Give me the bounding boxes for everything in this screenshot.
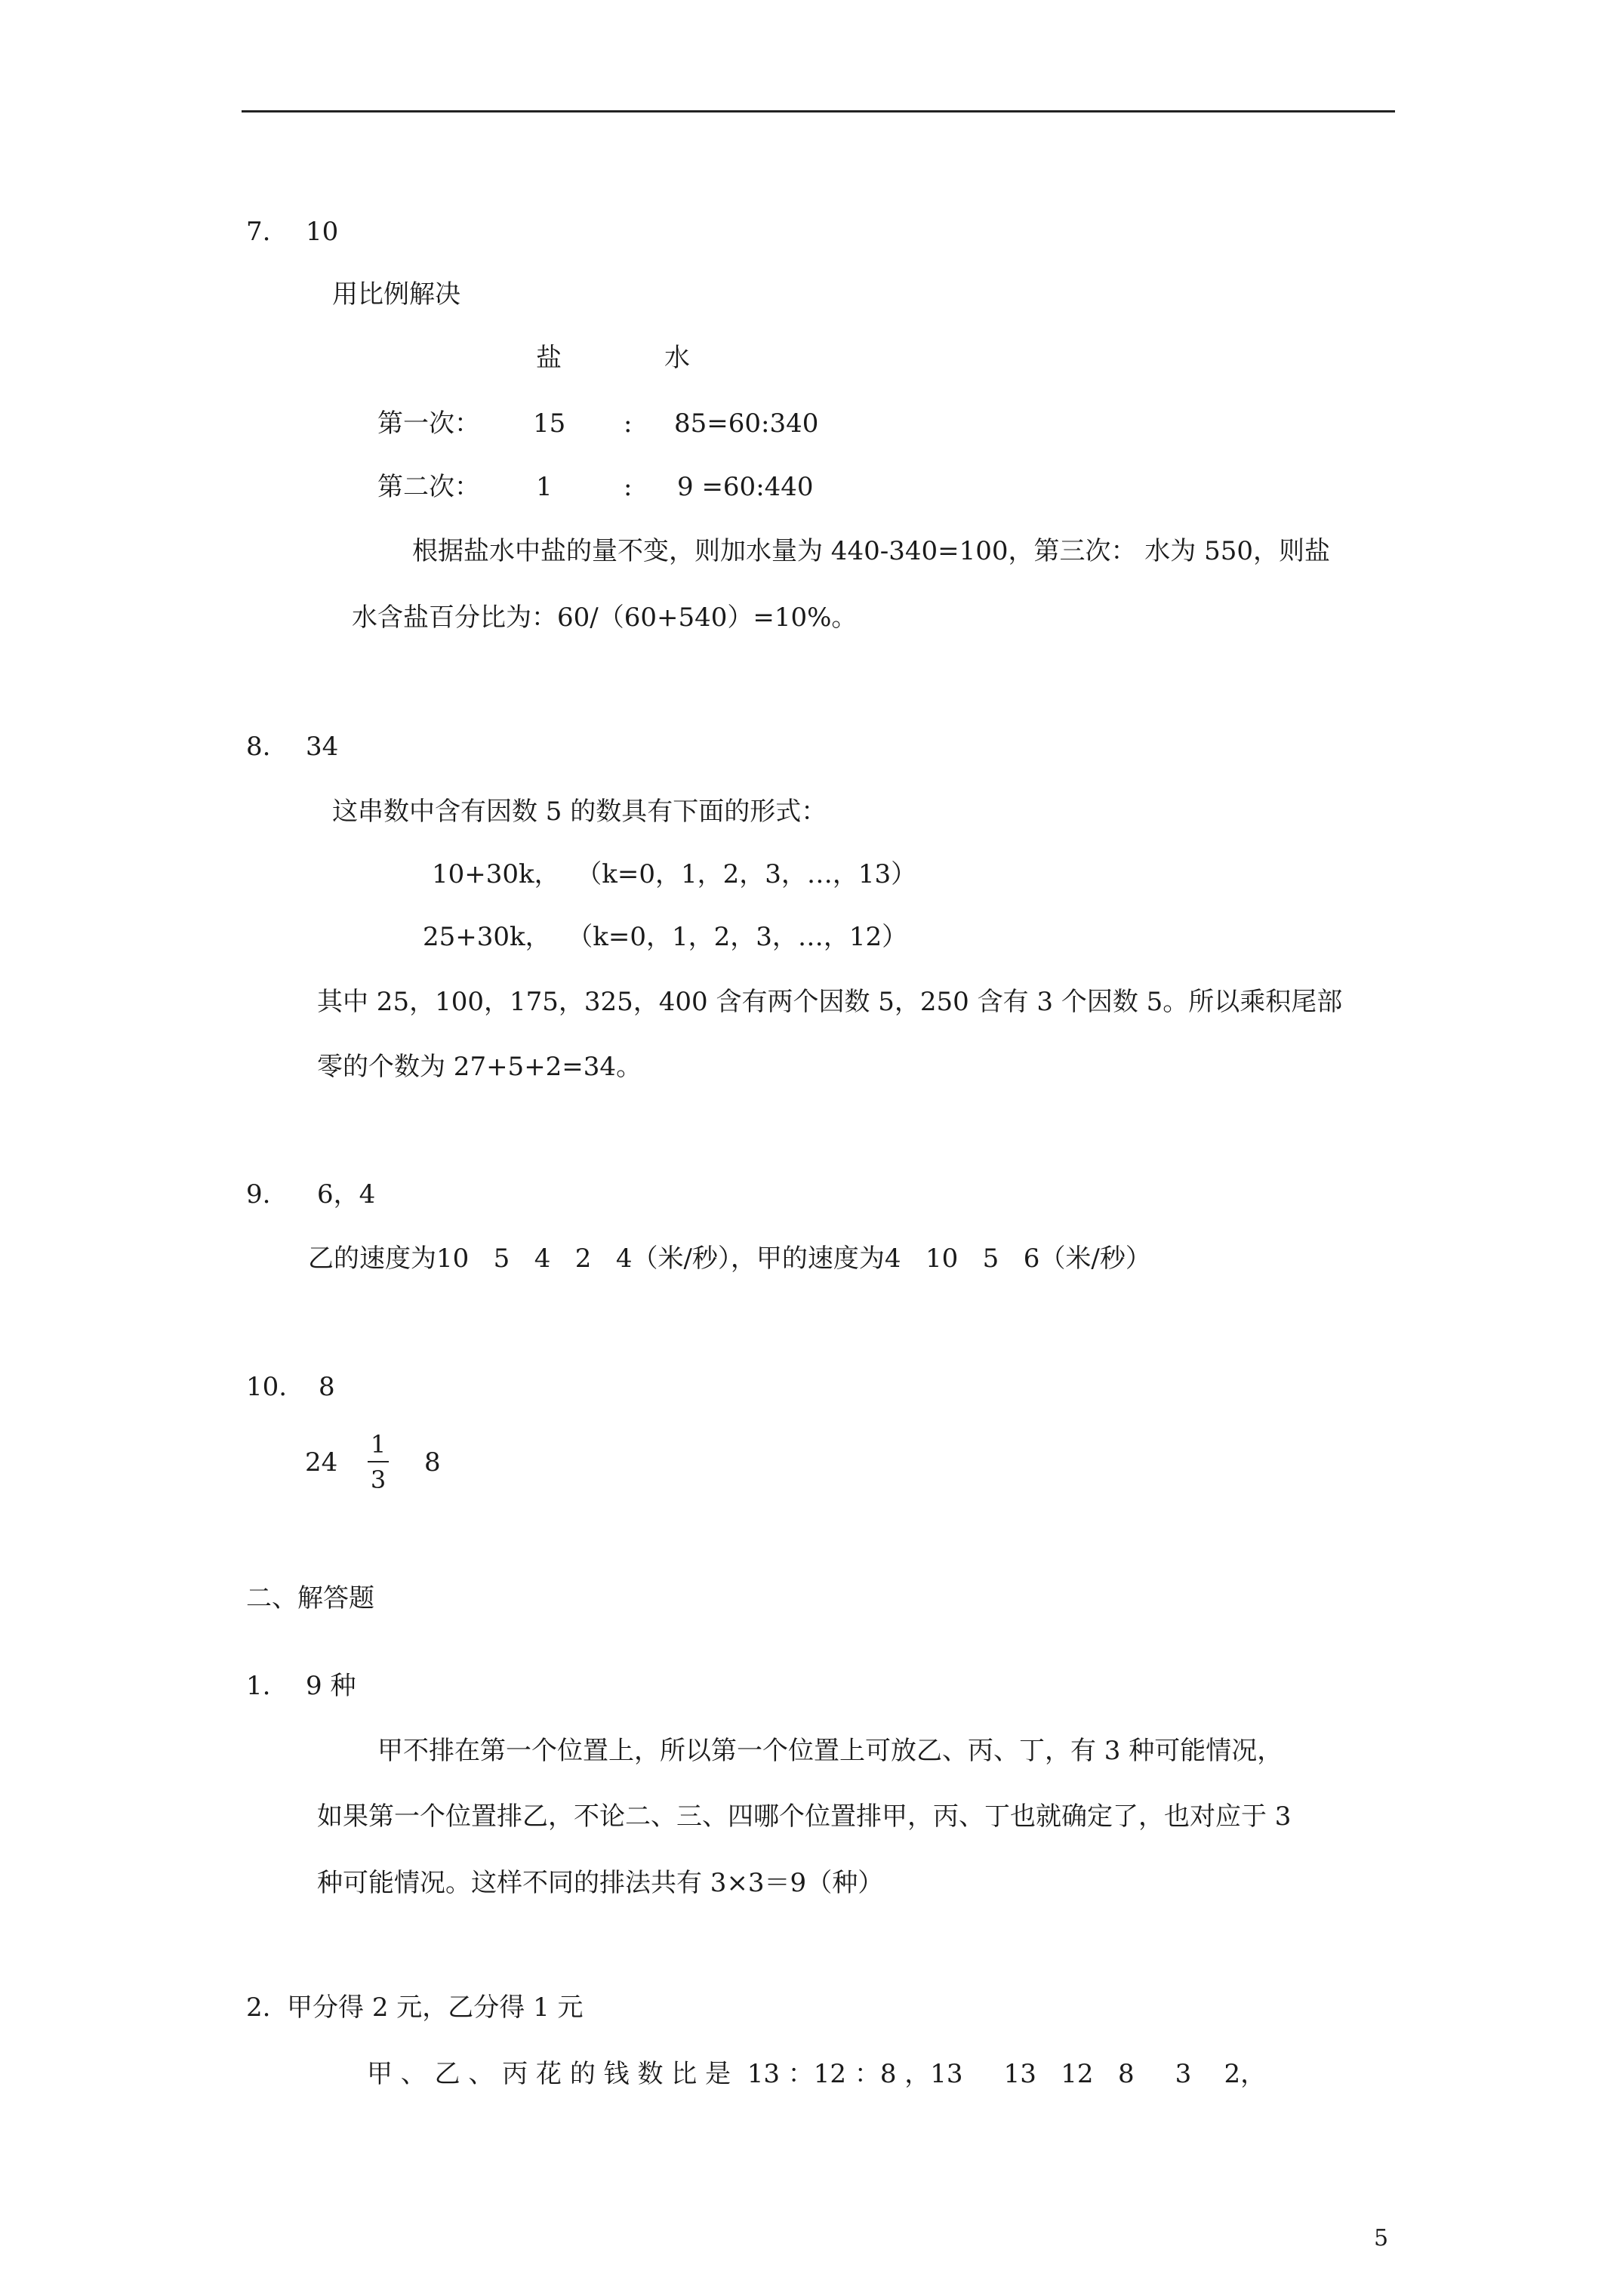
p2-heading: 2. 甲分得 2 元，乙分得 1 元	[246, 1992, 584, 2023]
q8-explain-line2: 零的个数为 27+5+2=34。	[317, 1052, 642, 1082]
q9-number: 9.	[246, 1179, 271, 1210]
p1-line3: 种可能情况。这样不同的排法共有 3×3＝9（种）	[317, 1868, 884, 1898]
q10-answer: 8	[319, 1372, 335, 1402]
q8-form2: 25+30k， （k=0，1，2，3，…，12）	[423, 922, 908, 952]
q8-explain-line1: 其中 25，100，175，325，400 含有两个因数 5，250 含有 3 个因数 5。所以乘积尾部	[317, 987, 1343, 1017]
q7-method: 用比例解决	[332, 279, 460, 310]
p1-number: 1.	[246, 1671, 271, 1701]
q7-header-salt: 盐	[536, 343, 562, 373]
q10-expr-right: 8	[424, 1447, 441, 1478]
q10-number: 10.	[246, 1372, 288, 1402]
q7-explain-line2: 水含盐百分比为：60/（60+540）=10%。	[352, 603, 858, 633]
q10-fraction-denominator: 3	[370, 1465, 387, 1494]
q7-row2-label: 第二次：	[377, 472, 480, 502]
p1-answer: 9 种	[306, 1671, 356, 1701]
q10-fraction-bar	[368, 1461, 389, 1462]
q7-number: 7.	[246, 217, 271, 247]
q9-answer: 6，4	[317, 1179, 376, 1210]
p2-line1: 甲 、 乙 、 丙 花 的 钱 数 比 是 13 ：12 ：8 ，13 13 12 8 3 2，	[367, 2059, 1267, 2089]
p1-line2: 如果第一个位置排乙，不论二、三、四哪个位置排甲，丙、丁也就确定了，也对应于 3	[317, 1801, 1292, 1832]
q7-row1-colon: :	[624, 408, 633, 439]
q8-answer: 34	[306, 732, 339, 762]
q8-number: 8.	[246, 732, 271, 762]
q7-row2-a: 1	[536, 472, 553, 502]
section2-title: 二、解答题	[246, 1583, 374, 1613]
q10-expr-left: 24	[305, 1447, 338, 1478]
q7-explain-line1: 根据盐水中盐的量不变，则加水量为 440-340=100，第三次： 水为 550，则盐	[412, 536, 1330, 566]
q8-form1: 10+30k， （k=0，1，2，3，…，13）	[432, 859, 917, 889]
q7-row2-b: 9 =60:440	[677, 472, 814, 502]
q9-explain: 乙的速度为10 5 4 2 4（米/秒），甲的速度为4 10 5 6（米/秒）	[308, 1244, 1151, 1274]
q7-row1-label: 第一次：	[377, 408, 480, 439]
q7-row1-b: 85=60:340	[674, 408, 819, 439]
page-number: 5	[1374, 2225, 1389, 2251]
q8-intro: 这串数中含有因数 5 的数具有下面的形式：	[332, 797, 827, 827]
q7-answer: 10	[306, 217, 339, 247]
q7-row2-colon: :	[624, 472, 633, 502]
q10-fraction-numerator: 1	[370, 1430, 387, 1459]
q10-fraction	[368, 1432, 389, 1492]
header-rule	[242, 110, 1395, 112]
q7-row1-a: 15	[533, 408, 566, 439]
p1-line1: 甲不排在第一个位置上，所以第一个位置上可放乙、丙、丁，有 3 种可能情况，	[377, 1736, 1283, 1766]
q7-header-water: 水	[664, 343, 690, 373]
